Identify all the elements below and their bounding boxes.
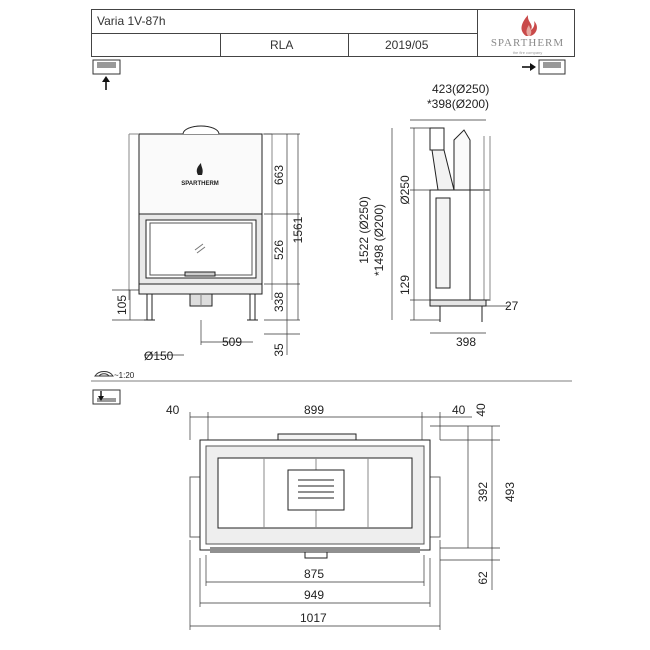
scale-label: ~1:20 [114,371,135,380]
dim-side-top-a: 423(Ø250) [432,82,490,96]
front-view-arrow-icon [93,60,120,90]
dim-inlet-offset: 509 [222,335,243,349]
scale-icon [95,371,113,376]
dim-plan-depth-b: 493 [503,481,517,503]
dim-plan-front: 62 [476,571,490,585]
dim-plan-949: 949 [304,588,325,602]
dim-side-height-a: 1522 (Ø250) [357,196,371,264]
dim-bottom-height: 338 [272,291,286,313]
model-name: Varia 1V-87h [97,14,166,28]
front-view [129,126,272,320]
dim-plan-width-inner: 899 [304,403,325,417]
plan-view [190,434,440,558]
dim-door-height: 526 [272,239,286,261]
dim-plan-875: 875 [304,567,325,581]
date-label: 2019/05 [385,38,429,52]
dim-side-offset: 27 [505,299,519,313]
dim-side-depth: 398 [456,335,477,349]
dim-top-height: 663 [272,164,286,186]
brand-name: SPARTHERM [490,37,565,49]
code-label: RLA [270,38,294,52]
dim-plan-depth-a: 392 [476,481,490,503]
dim-inlet: Ø150 [144,349,174,363]
dim-leg: 105 [115,294,129,316]
side-view-arrow-icon [522,60,565,74]
dim-total-height: 1561 [291,216,305,244]
top-view-arrow-icon [93,390,120,404]
dim-plan-right: 40 [452,403,466,417]
dim-flue: Ø250 [398,175,412,205]
dim-plan-1017: 1017 [300,611,327,625]
side-view [430,128,490,322]
dim-plan-left: 40 [166,403,180,417]
dim-side-base: 129 [398,274,412,296]
appliance-logo: SPARTHERM [181,181,219,187]
dim-side-height-b: *1498 (Ø200) [372,203,386,277]
dim-side-top-b: *398(Ø200) [427,97,490,111]
dim-foot: 35 [272,343,286,357]
brand-subtitle: the fire company [512,50,543,55]
dim-plan-top: 40 [474,403,488,417]
